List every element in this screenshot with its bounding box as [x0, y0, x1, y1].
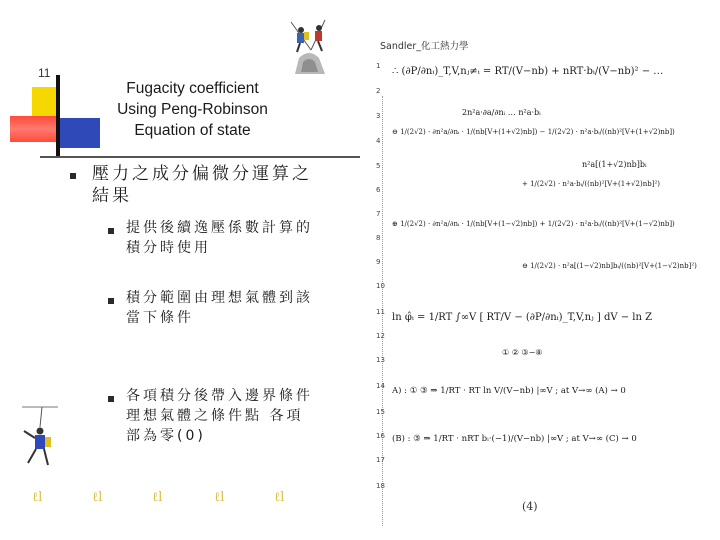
line-number: 10 [376, 282, 385, 290]
line-number: 1 [376, 62, 381, 70]
scanned-notes [372, 36, 710, 522]
line-number: 17 [376, 456, 385, 464]
footer-mark: ℓl [152, 490, 163, 505]
bullet-line: 積分時使用 [126, 240, 211, 256]
bullet-marker [70, 173, 76, 179]
title-line: Fugacity coefficient [126, 80, 259, 97]
notes-page-number: (4) [522, 500, 538, 513]
title-line: Equation of state [134, 122, 251, 139]
bullet-line: 提供後續逸壓係數計算的 [126, 220, 313, 236]
decor-vertical-line [56, 75, 60, 157]
footer-mark: ℓl [32, 490, 43, 505]
line-number: 14 [376, 382, 385, 390]
line-number: 15 [376, 408, 385, 416]
equation: ⊖ 1/(2√2) · ∂n²a/∂nᵢ · 1/(nb[V+(1+√2)nb]) − 1/(2√2) · n²a·bᵢ/((nb)²[V+(1+√2)nb]) [392, 128, 675, 136]
bullet-line: 壓力之成分偏微分運算之 [92, 164, 312, 184]
equation: ① ② ③−⑧ [502, 348, 543, 357]
equation: n²a[(1+√2)nb]bᵢ [582, 160, 647, 169]
line-number: 9 [376, 258, 381, 266]
climbers-illustration [285, 18, 337, 78]
bullet-text [126, 386, 336, 446]
footer-mark: ℓl [92, 490, 103, 505]
line-number: 7 [376, 210, 381, 218]
notes-header: Sandler_化工熱力學 [380, 41, 469, 52]
title-line: Using Peng-Robinson [117, 101, 268, 118]
decor-blue-block [58, 118, 100, 148]
line-number: 13 [376, 356, 385, 364]
footer-mark: ℓl [274, 490, 285, 505]
bullet-marker [108, 298, 114, 304]
equation: ∴ (∂P/∂nᵢ)_T,V,nⱼ≠ᵢ = RT/(V−nb) + nRT·bᵢ/(V−nb)² − … [392, 66, 664, 77]
footer-mark: ℓl [214, 490, 225, 505]
line-number: 16 [376, 432, 385, 440]
equation: 2n²a·∂a/∂nᵢ … n²a·bᵢ [462, 108, 541, 117]
bullet-line: 當下條件 [126, 310, 194, 326]
slide-title [100, 78, 285, 141]
equation: ln φ̂ᵢ = 1/RT ∫∞V [ RT/V − (∂P/∂nᵢ)_T,V,nⱼ ] dV − ln Z [392, 312, 653, 323]
line-number: 8 [376, 234, 381, 242]
bullet-marker [108, 396, 114, 402]
climber-illustration [14, 405, 64, 470]
bullet-line: 結果 [92, 186, 132, 206]
line-number: 2 [376, 87, 381, 95]
decor-horizontal-line [40, 156, 360, 158]
line-number: 12 [376, 332, 385, 340]
line-number: 3 [376, 112, 381, 120]
bullet-line: 部為零(0) [126, 428, 206, 444]
line-number: 11 [376, 308, 385, 316]
bullet-line: 積分範圍由理想氣體到該 [126, 290, 313, 306]
bullet-line: 理想氣體之條件點 各項 [126, 408, 304, 424]
equation: ⊕ 1/(2√2) · ∂n²a/∂nᵢ · 1/(nb[V+(1−√2)nb]) + 1/(2√2) · n²a·bᵢ/((nb)²[V+(1−√2)nb]) [392, 220, 675, 228]
line-number: 5 [376, 162, 381, 170]
equation: + 1/(2√2) · n²a·bᵢ/((nb)²[V+(1+√2)nb]²) [522, 180, 660, 188]
slide-number: 11 [38, 66, 51, 80]
equation: ⊖ 1/(2√2) · n²a[(1−√2)nb]bᵢ/((nb)²[V+(1−√2)nb]²) [522, 262, 697, 270]
bullet-marker [108, 228, 114, 234]
bullet-text [126, 218, 336, 258]
bullet-line: 各項積分後帶入邊界條件 [126, 388, 313, 404]
equation: (B) : ③ ⇒ 1/RT · nRT bᵢ·(−1)/(V−nb) |∞V ; at V→∞ (C) → 0 [392, 434, 637, 444]
line-number: 4 [376, 137, 381, 145]
equation: A) : ① ③ ⇒ 1/RT · RT ln V/(V−nb) |∞V ; at V→∞ (A) → 0 [392, 386, 626, 396]
line-number: 6 [376, 186, 381, 194]
line-number: 18 [376, 482, 385, 490]
bullet-text [126, 288, 336, 328]
bullet-text [92, 163, 322, 207]
decor-red-block [10, 116, 56, 142]
